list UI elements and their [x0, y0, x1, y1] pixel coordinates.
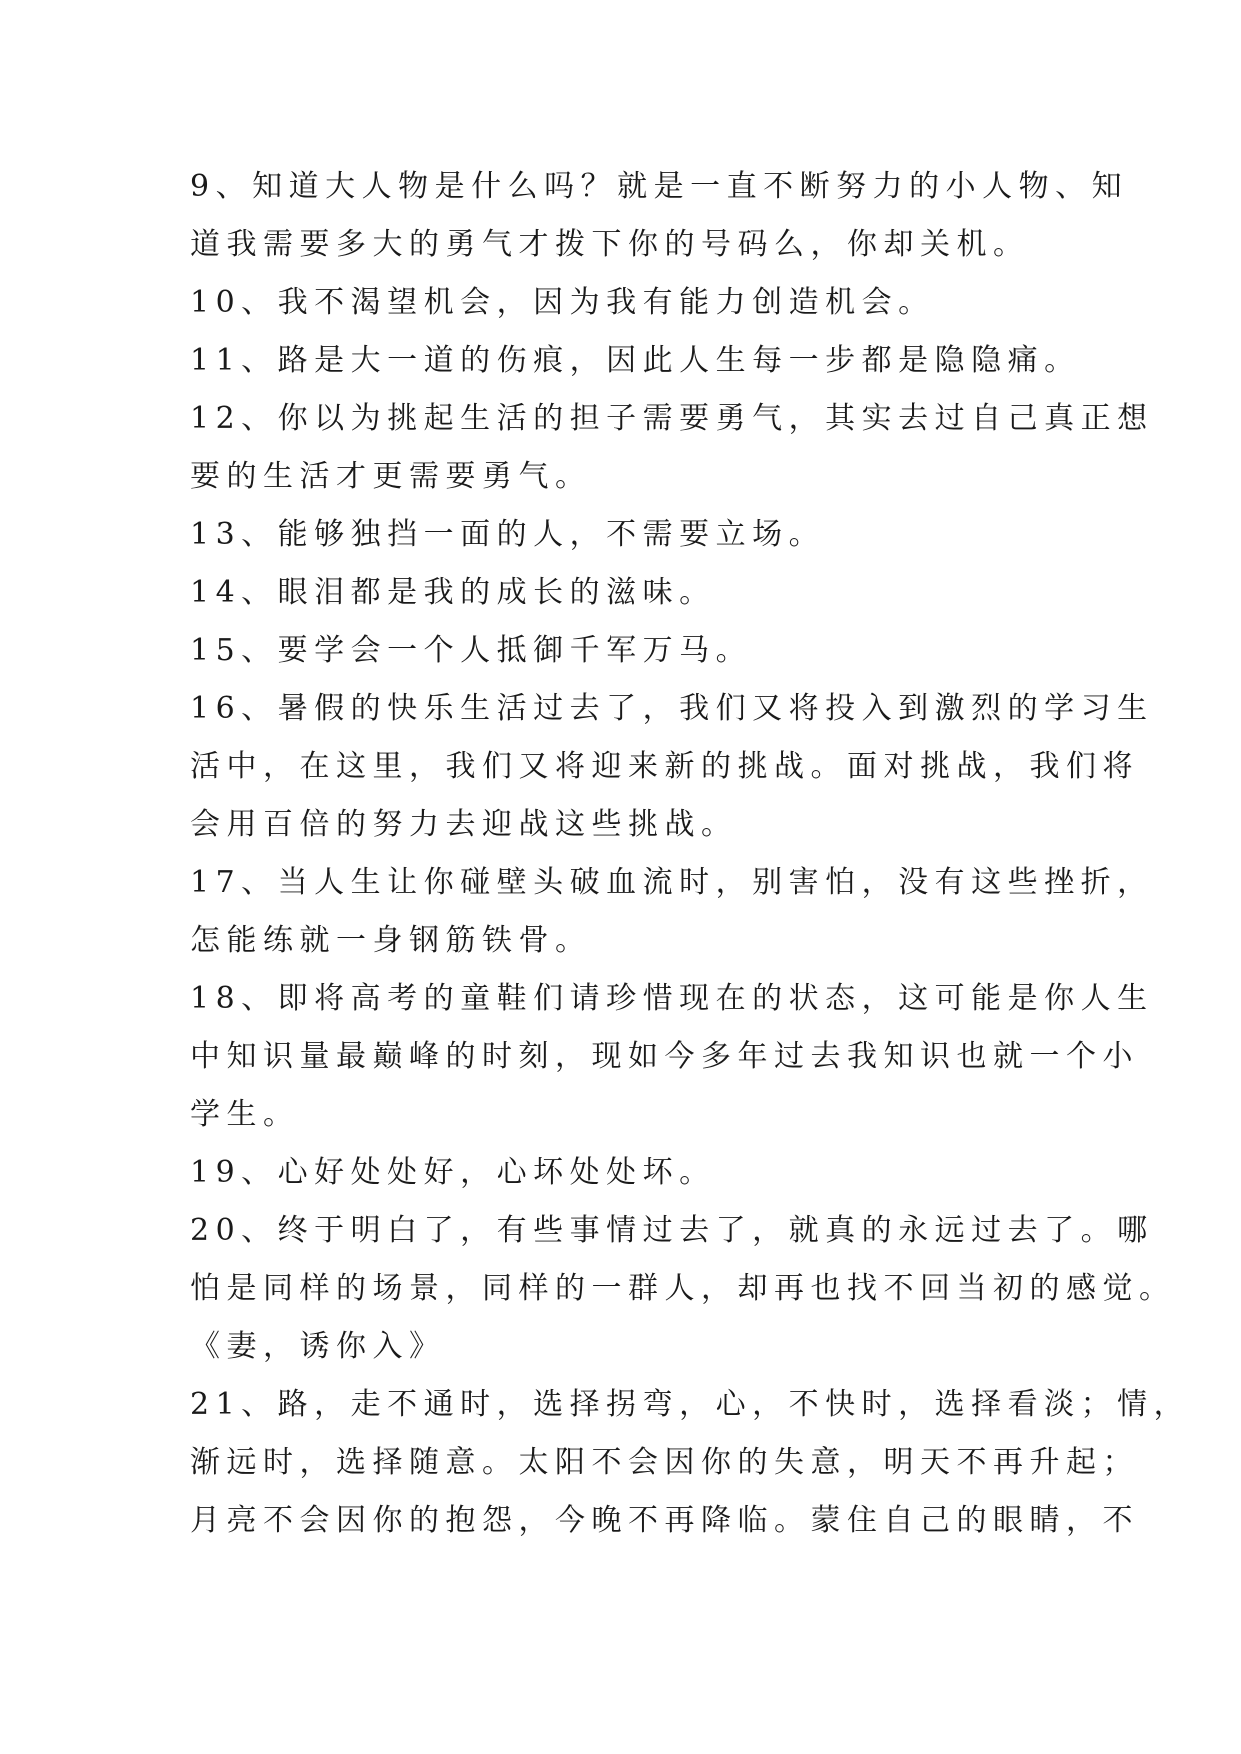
- text-line: 11、路是大一道的伤痕，因此人生每一步都是隐隐痛。: [190, 343, 1081, 378]
- text-line: 21、路，走不通时，选择拐弯，心，不快时，选择看淡；情，: [190, 1387, 1191, 1422]
- text-line: 19、心好处处好，心坏处处坏。: [190, 1155, 716, 1190]
- text-line: 10、我不渴望机会，因为我有能力创造机会。: [190, 285, 935, 320]
- text-line: 渐远时，选择随意。太阳不会因你的失意，明天不再升起；: [190, 1445, 1139, 1480]
- text-line: 17、当人生让你碰壁头破血流时，别害怕，没有这些挫折，: [190, 865, 1154, 900]
- text-line: 12、你以为挑起生活的担子需要勇气，其实去过自己真正想: [190, 401, 1154, 436]
- text-line: 9、知道大人物是什么吗？就是一直不断努力的小人物、知: [190, 169, 1129, 204]
- text-line: 20、终于明白了，有些事情过去了，就真的永远过去了。哪: [190, 1213, 1154, 1248]
- text-line: 活中，在这里，我们又将迎来新的挑战。面对挑战，我们将: [190, 749, 1139, 784]
- text-line: 要的生活才更需要勇气。: [190, 459, 592, 494]
- document-page: [190, 158, 1191, 1550]
- text-line: 学生。: [190, 1097, 300, 1132]
- text-line: 中知识量最巅峰的时刻，现如今多年过去我知识也就一个小: [190, 1039, 1139, 1074]
- text-line: 15、要学会一个人抵御千军万马。: [190, 633, 753, 668]
- text-line: 怕是同样的场景，同样的一群人，却再也找不回当初的感觉。: [190, 1271, 1176, 1306]
- text-line: 16、暑假的快乐生活过去了，我们又将投入到激烈的学习生: [190, 691, 1154, 726]
- text-line: 《妻，诱你入》: [190, 1329, 446, 1364]
- text-line: 13、能够独挡一面的人，不需要立场。: [190, 517, 826, 552]
- text-line: 道我需要多大的勇气才拨下你的号码么，你却关机。: [190, 227, 1030, 262]
- text-line: 18、即将高考的童鞋们请珍惜现在的状态，这可能是你人生: [190, 981, 1154, 1016]
- text-line: 14、眼泪都是我的成长的滋味。: [190, 575, 716, 610]
- text-line: 会用百倍的努力去迎战这些挑战。: [190, 807, 738, 842]
- text-line: 怎能练就一身钢筋铁骨。: [190, 923, 592, 958]
- text-line: 月亮不会因你的抱怨，今晚不再降临。蒙住自己的眼睛，不: [190, 1503, 1139, 1538]
